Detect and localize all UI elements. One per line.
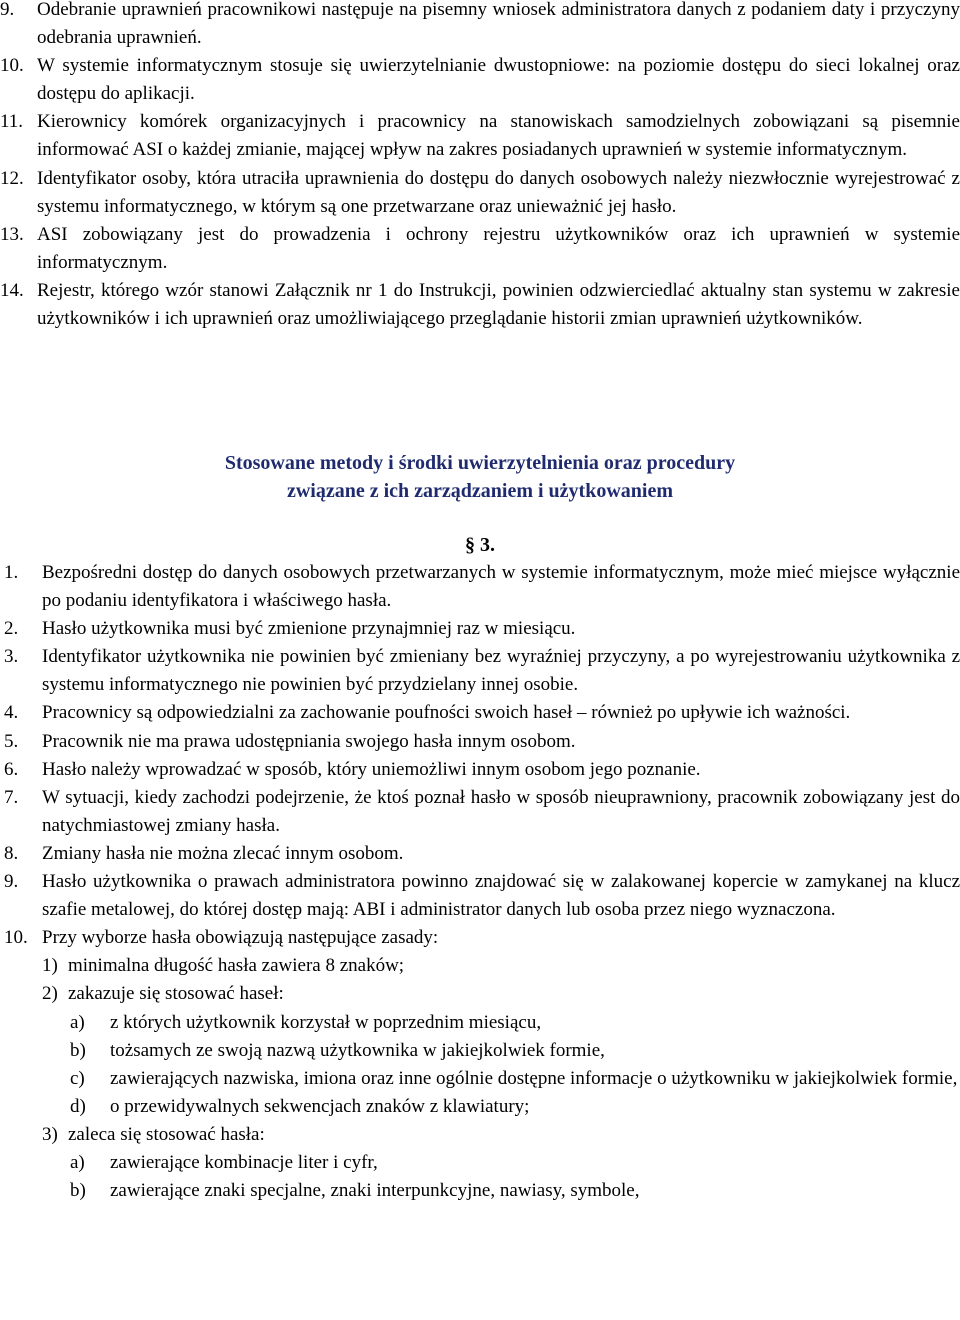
- list-item: [0, 868, 960, 924]
- sub-rule-item: [0, 1093, 960, 1121]
- rule-text: zaleca się stosować hasła:: [68, 1123, 265, 1145]
- sub-rule-letter: b): [70, 1039, 86, 1061]
- item-number: 10.: [4, 927, 28, 949]
- sub-rule-letter: a): [70, 1011, 85, 1033]
- list-item: [0, 728, 960, 756]
- paragraph-number: § 3.: [465, 534, 495, 556]
- item-number: 7.: [4, 786, 19, 808]
- recommended-passwords-list: [0, 1149, 960, 1205]
- item-number: 6.: [4, 758, 19, 780]
- rule-text: minimalna długość hasła zawiera 8 znaków;: [68, 955, 405, 977]
- item-number: 3.: [4, 646, 19, 668]
- sub-rule-letter: a): [70, 1151, 85, 1173]
- password-rules-list: [0, 952, 960, 1205]
- list-item: [0, 165, 960, 221]
- item-number: 14.: [0, 279, 24, 301]
- list-item: [0, 277, 960, 333]
- item-text: Identyfikator osoby, która utraciła uprawnienia do dostępu do danych osobowych należy niezwłocznie wyrejestrować z systemu informatycznego, w którym są one przetwarzane oraz unieważnić jej hasło.: [37, 167, 960, 217]
- section-1-list: [0, 0, 960, 333]
- item-text: Przy wyborze hasła obowiązują następujące zasady:: [42, 927, 439, 949]
- section-2-list: [0, 559, 960, 1205]
- sub-rule-item: [0, 1065, 960, 1093]
- forbidden-passwords-list: [0, 1009, 960, 1121]
- item-text: W sytuacji, kiedy zachodzi podejrzenie, że ktoś poznał hasło w sposób nieuprawniony, pracownik zobowiązany jest do natychmiastowej zmiany hasła.: [42, 786, 960, 836]
- sub-rule-text: zawierające kombinacje liter i cyfr,: [110, 1151, 378, 1173]
- list-item: [0, 924, 960, 952]
- sub-rule-letter: b): [70, 1180, 86, 1202]
- list-item: [0, 784, 960, 840]
- list-item: [0, 756, 960, 784]
- list-item: [0, 559, 960, 615]
- sub-rule-item: [0, 1009, 960, 1037]
- list-item: [0, 643, 960, 699]
- sub-rule-text: o przewidywalnych sekwencjach znaków z klawiatury;: [110, 1095, 530, 1117]
- sub-rule-text: zawierające znaki specjalne, znaki interpunkcyjne, nawiasy, symbole,: [110, 1180, 640, 1202]
- rule-text: zakazuje się stosować haseł:: [68, 983, 284, 1005]
- item-number: 9.: [4, 871, 19, 893]
- item-text: W systemie informatycznym stosuje się uwierzytelnianie dwustopniowe: na poziomie dostępu do sieci lokalnej oraz dostępu do aplikacji.: [37, 55, 960, 105]
- item-number: 9.: [0, 0, 15, 20]
- item-number: 1.: [4, 562, 19, 583]
- item-number: 8.: [4, 842, 19, 864]
- item-number: 10.: [0, 55, 24, 77]
- sub-rule-item: [0, 1037, 960, 1065]
- list-item: [0, 840, 960, 868]
- item-text: Bezpośredni dostęp do danych osobowych przetwarzanych w systemie informatycznym, może mieć miejsce wyłącznie po podaniu identyfikatora i właściwego hasła.: [42, 562, 960, 612]
- sub-rule-letter: c): [70, 1067, 85, 1089]
- rule-number: 1): [42, 955, 58, 977]
- rule-item: [0, 1121, 960, 1149]
- item-number: 5.: [4, 730, 19, 752]
- list-item: [0, 615, 960, 643]
- section-heading: [0, 449, 960, 505]
- list-item: [0, 52, 960, 108]
- sub-rule-text: tożsamych ze swoją nazwą użytkownika w jakiejkolwiek formie,: [110, 1039, 605, 1061]
- heading-line-2: związane z ich zarządzaniem i użytkowaniem: [286, 480, 674, 502]
- list-item: [0, 0, 960, 52]
- item-number: 2.: [4, 618, 19, 640]
- item-text: ASI zobowiązany jest do prowadzenia i ochrony rejestru użytkowników oraz ich uprawnień w systemie informatycznym.: [37, 223, 960, 273]
- item-text: Odebranie uprawnień pracownikowi następuje na pisemny wniosek administratora danych z podaniem daty i przyczyny odebrania uprawnień.: [37, 0, 960, 49]
- rule-number: 2): [42, 983, 58, 1005]
- item-text: Zmiany hasła nie można zlecać innym osobom.: [42, 842, 404, 864]
- item-text: Hasło należy wprowadzać w sposób, który uniemożliwi innym osobom jego poznanie.: [42, 758, 701, 780]
- item-text: Kierownicy komórek organizacyjnych i pracownicy na stanowiskach samodzielnych zobowiązani są pisemnie informować ASI o każdej zmianie, mającej wpływ na zakres posiadanych uprawnień w systemie informatycznym.: [37, 111, 960, 161]
- item-text: Hasło użytkownika o prawach administratora powinno znajdować się w zalakowanej kopercie w zamykanej na klucz szafie metalowej, do której dostęp mają: ABI i administrator danych lub osoba przez niego wyznaczona.: [42, 871, 960, 921]
- list-item: [0, 108, 960, 164]
- rule-item: [0, 980, 960, 1008]
- heading-line-1: Stosowane metody i środki uwierzytelnienia oraz procedury: [224, 452, 736, 474]
- rule-number: 3): [42, 1123, 58, 1145]
- rule-item: [0, 952, 960, 980]
- list-item: [0, 699, 960, 727]
- sub-rule-text: z których użytkownik korzystał w poprzednim miesiącu,: [110, 1011, 542, 1033]
- item-text: Rejestr, którego wzór stanowi Załącznik nr 1 do Instrukcji, powinien odzwierciedlać aktualny stan systemu w zakresie użytkowników i ich uprawnień oraz umożliwiającego przeglądanie historii zmian uprawnień użytkowników.: [37, 279, 960, 330]
- sub-rule-text: zawierających nazwiska, imiona oraz inne ogólnie dostępne informacje o użytkowniku w jakiejkolwiek formie,: [110, 1067, 958, 1089]
- item-text: Pracownik nie ma prawa udostępniania swojego hasła innym osobom.: [42, 730, 576, 752]
- item-text: Pracownicy są odpowiedzialni za zachowanie poufności swoich haseł – również po upływie ich ważności.: [42, 702, 851, 724]
- item-number: 11.: [0, 111, 24, 133]
- sub-rule-item: [0, 1149, 960, 1177]
- item-number: 12.: [0, 167, 24, 189]
- sub-rule-item: [0, 1177, 960, 1205]
- list-item: [0, 221, 960, 277]
- item-text: Identyfikator użytkownika nie powinien być zmieniany bez wyraźniej przyczyny, a po wyrejestrowaniu użytkownika z systemu informatycznego nie powinien być przydzielany innej osobie.: [42, 646, 960, 696]
- sub-rule-letter: d): [70, 1095, 86, 1117]
- item-text: Hasło użytkownika musi być zmienione przynajmniej raz w miesiącu.: [42, 618, 576, 640]
- item-number: 4.: [4, 702, 19, 724]
- item-number: 13.: [0, 223, 24, 245]
